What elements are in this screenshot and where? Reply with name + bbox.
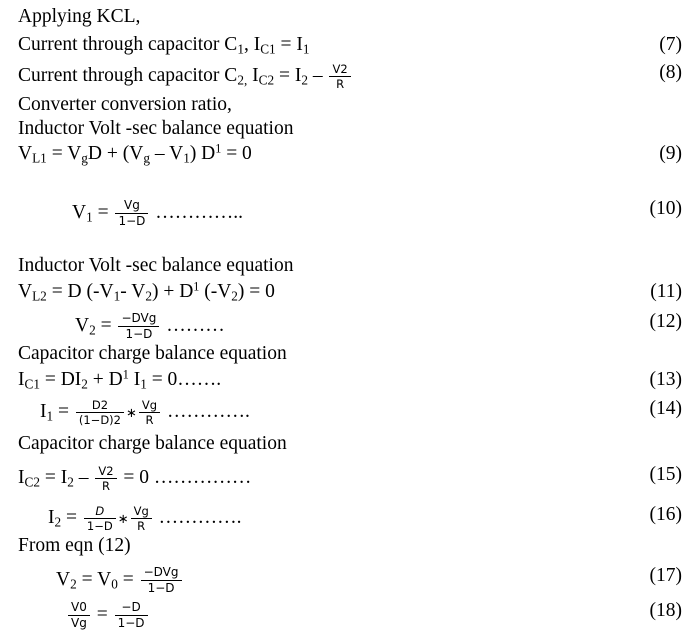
eq-text: - V (120, 281, 146, 302)
eq-dots: ………….. (150, 201, 244, 223)
equation-v2-v0 (56, 565, 184, 596)
fraction (76, 398, 124, 427)
fraction (141, 565, 182, 596)
eq-number-17: (17) (649, 565, 682, 586)
eq-number-13: (13) (649, 369, 682, 390)
eq-text: = (53, 400, 74, 422)
eq-text: = (61, 506, 82, 528)
eq-text: I (247, 64, 259, 86)
eq-number-18: (18) (649, 600, 682, 621)
eq-text: = 0……. (146, 369, 222, 390)
fraction (139, 398, 160, 427)
numerator: V2 (95, 464, 116, 479)
eq-sub: 2, (237, 72, 248, 88)
denominator: R (145, 413, 154, 427)
eq-text: I (18, 466, 25, 488)
eq-text: ) + D (151, 281, 194, 302)
eq-text: = 0 …………… (118, 466, 252, 488)
denominator: 1−D (117, 616, 145, 630)
eq-text: = V (76, 568, 112, 590)
multiply-sign: ∗ (125, 405, 137, 421)
equation-i1 (40, 398, 250, 427)
eq-number-11: (11) (650, 281, 682, 302)
eq-sub: 2 (145, 288, 152, 304)
fraction (68, 600, 90, 631)
eq-number-8: (8) (659, 62, 682, 83)
eq-text: = I (39, 466, 68, 488)
eq-sub: 2 (67, 474, 74, 490)
denominator: (1−D)2 (78, 413, 121, 427)
numerator: −DVg (141, 565, 182, 581)
eq-text: I (48, 506, 55, 528)
denominator: 1−D (147, 581, 175, 595)
equation-v2 (75, 311, 225, 342)
denominator: R (101, 479, 110, 493)
eq-text: ) = 0 (237, 281, 275, 302)
numerator: −DVg (118, 311, 159, 327)
eq-sub: 1 (140, 376, 147, 392)
denominator: R (137, 519, 146, 533)
eq-text: I (40, 400, 47, 422)
numerator: D2 (76, 398, 124, 413)
eq-text: I (128, 369, 141, 390)
eq-text: – (73, 466, 94, 488)
eq-number-14: (14) (649, 398, 682, 419)
equation-v1 (72, 198, 243, 229)
text-line-capacitor-balance-2: Capacitor charge balance equation (18, 433, 287, 454)
eq-text: (-V (199, 281, 232, 302)
eq-sup: 1 (122, 367, 129, 382)
eq-text: V (18, 281, 33, 302)
eq-text: V (72, 201, 87, 223)
eq-number-7: (7) (659, 34, 682, 55)
eq-sub: 2 (231, 288, 238, 304)
multiply-sign: ∗ (117, 511, 129, 527)
eq-number-9: (9) (659, 143, 682, 164)
eq-text: D + (V (87, 143, 144, 164)
eq-dots: ……… (161, 314, 225, 336)
eq-sub: C2 (24, 474, 40, 490)
eq-text: V (18, 143, 33, 164)
denominator: 1−D (86, 519, 113, 533)
eq-dots: …………. (162, 400, 250, 422)
eq-sub: 1 (113, 288, 121, 304)
eq-sub: L1 (32, 150, 47, 166)
text-line-conversion-ratio: Converter conversion ratio, (18, 94, 232, 115)
eq-number-12: (12) (649, 311, 682, 332)
numerator: Vg (131, 504, 152, 519)
equation-i2 (48, 504, 242, 533)
denominator: R (336, 77, 345, 91)
eq-text: Current through capacitor C (18, 34, 238, 55)
eq-text: = I (275, 34, 303, 55)
eq-sub: 1 (302, 41, 310, 57)
fraction (115, 600, 148, 631)
denominator: 1−D (118, 214, 146, 228)
eq-text: , I (243, 34, 261, 55)
equation-ic2 (18, 62, 353, 91)
eq-sup: 1 (193, 279, 200, 294)
eq-number-15: (15) (649, 464, 682, 485)
eq-sub: C2 (258, 72, 275, 88)
eq-text: = V (46, 143, 82, 164)
eq-number-10: (10) (649, 198, 682, 219)
eq-text: I (18, 369, 25, 390)
numerator: D (84, 504, 116, 519)
eq-text: = 0 (221, 143, 252, 164)
fraction (118, 311, 159, 342)
eq-text: = (92, 201, 114, 223)
eq-text: = D (-V (46, 281, 114, 302)
eq-sub: 1 (237, 41, 244, 57)
eq-text: = (95, 314, 117, 336)
text-line-applying-kcl: Applying KCL, (18, 6, 141, 27)
eq-text: = DI (39, 369, 82, 390)
eq-sub: 2 (89, 322, 96, 338)
eq-text: = (91, 603, 113, 625)
numerator: −D (115, 600, 148, 616)
eq-text: – (307, 64, 328, 86)
text-line-from-eqn: From eqn (12) (18, 535, 131, 556)
eq-dots: …………. (153, 506, 242, 528)
equation-vl2 (18, 281, 275, 303)
numerator: V0 (68, 600, 90, 616)
eq-text: = I (274, 64, 302, 86)
eq-text: V (75, 314, 90, 336)
numerator: Vg (115, 198, 148, 214)
equation-ic2-balance (18, 464, 251, 493)
eq-number-16: (16) (649, 504, 682, 525)
text-line-inductor-balance: Inductor Volt -sec balance equation (18, 118, 294, 139)
eq-text: – V (149, 143, 184, 164)
denominator: 1−D (125, 327, 153, 341)
fraction (95, 464, 116, 493)
text-line-capacitor-balance: Capacitor charge balance equation (18, 343, 287, 364)
equation-ic1 (18, 34, 310, 56)
eq-sub: L2 (32, 288, 47, 304)
eq-sub: 0 (111, 576, 118, 592)
equation-ic1-balance (18, 369, 221, 391)
eq-sub: 1 (86, 209, 93, 225)
eq-text: V (56, 568, 71, 590)
fraction (115, 198, 148, 229)
eq-text: + D (87, 369, 123, 390)
eq-sub: 1 (46, 408, 54, 424)
eq-sup: 1 (215, 141, 222, 156)
eq-text: ) D (189, 143, 216, 164)
eq-sub: g (143, 150, 150, 166)
eq-sub: 2 (81, 376, 88, 392)
equation-vl1 (18, 143, 252, 165)
denominator: Vg (71, 616, 87, 630)
eq-text: = (117, 568, 139, 590)
eq-sub: 2 (54, 514, 62, 530)
fraction (131, 504, 152, 533)
eq-sub: 2 (301, 72, 308, 88)
text-line-inductor-balance-2: Inductor Volt -sec balance equation (18, 255, 294, 276)
eq-sub: C1 (260, 41, 276, 57)
numerator: Vg (139, 398, 160, 413)
eq-sub: g (81, 150, 88, 166)
eq-sub: 1 (183, 150, 190, 166)
equation-ratio (66, 600, 150, 631)
fraction (84, 504, 116, 533)
eq-sub: C1 (24, 376, 40, 392)
eq-sub: 2 (70, 576, 77, 592)
numerator: V2 (329, 62, 350, 77)
eq-text: Current through capacitor C (18, 64, 238, 86)
fraction (329, 62, 350, 91)
